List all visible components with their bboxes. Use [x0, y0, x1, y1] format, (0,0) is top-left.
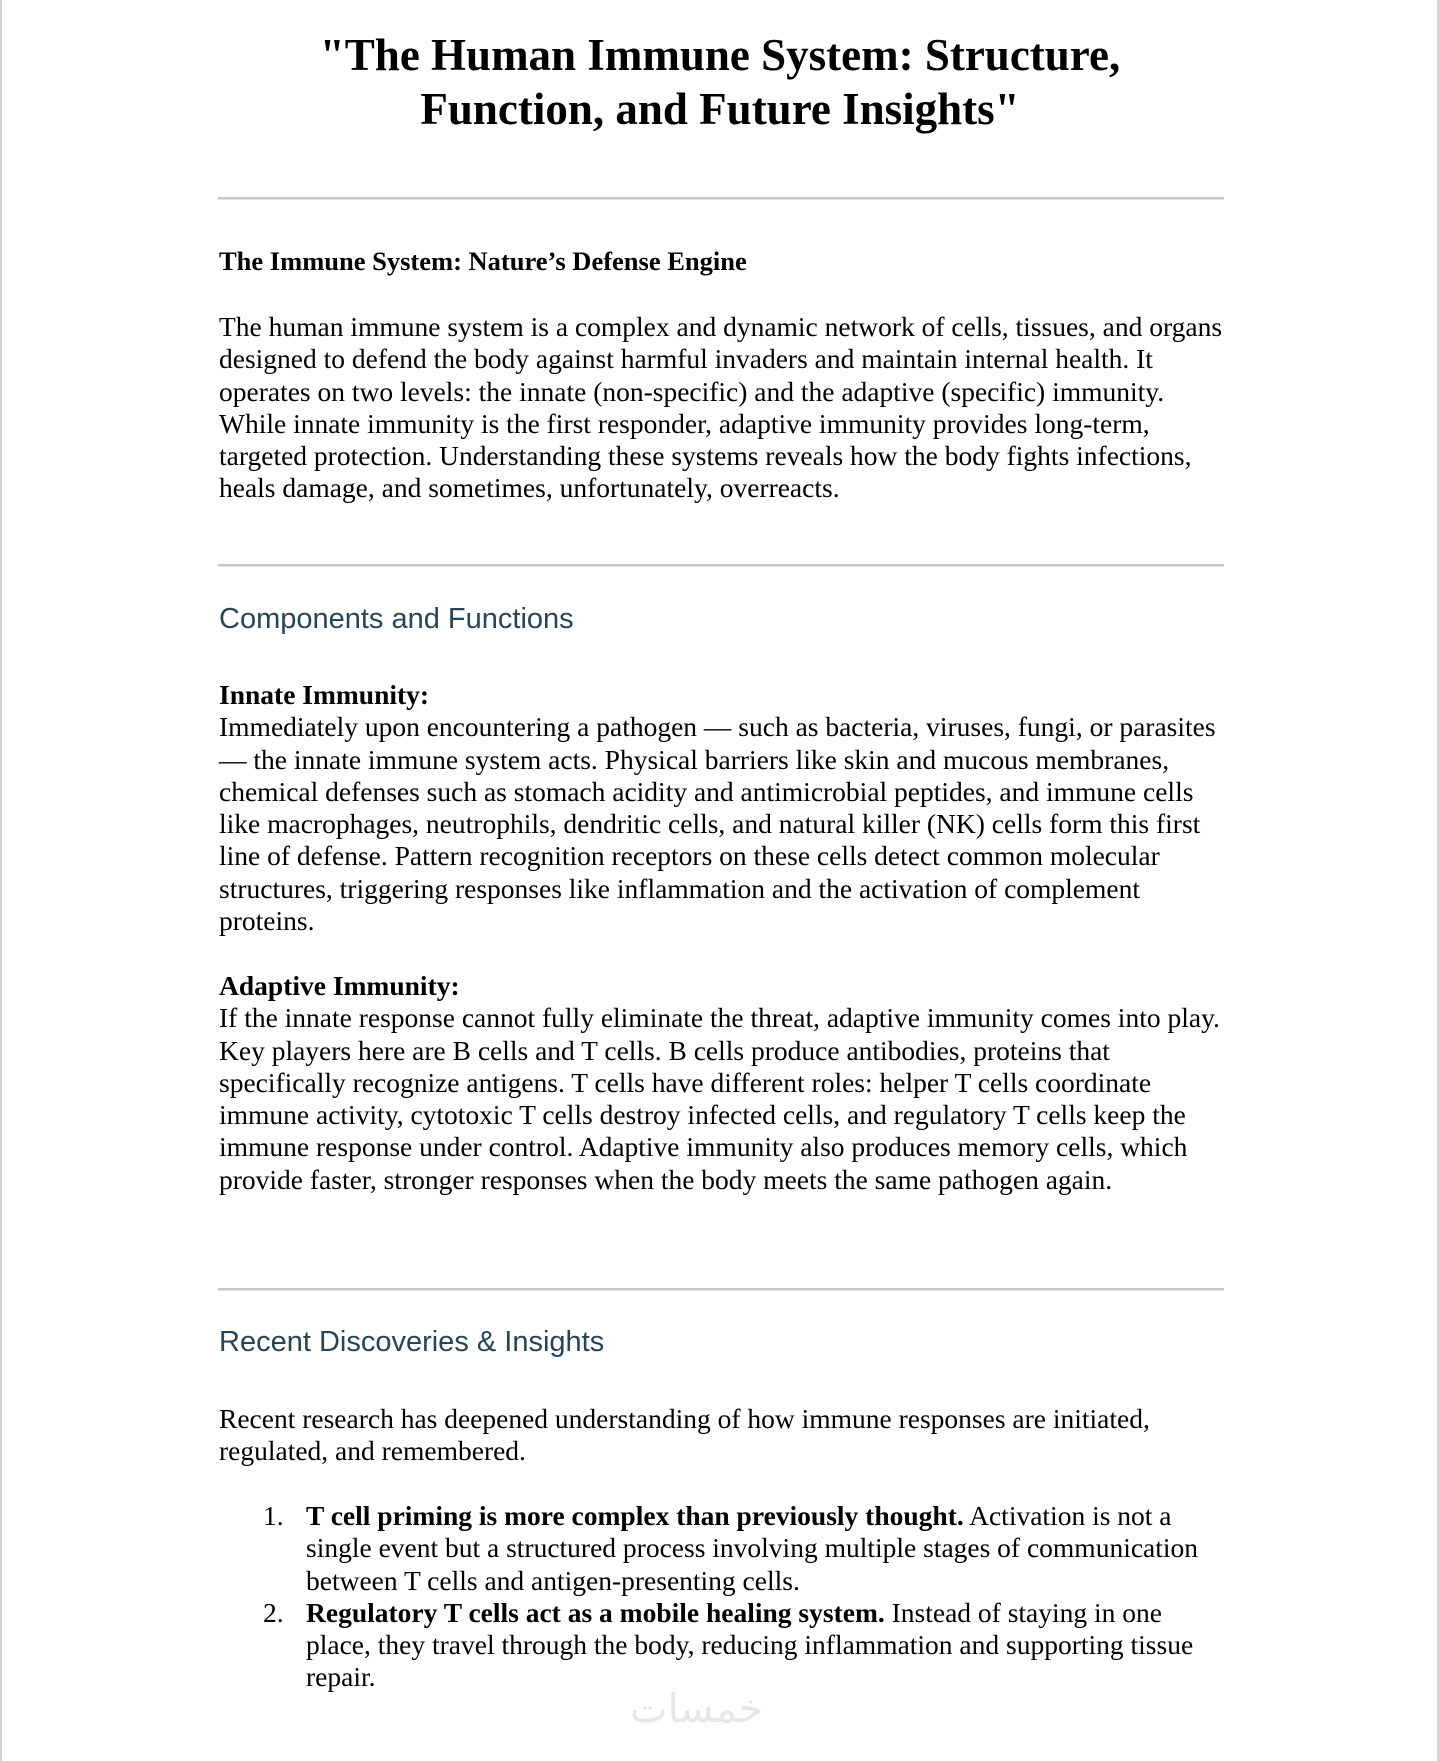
- list-item: [219, 1500, 1229, 1597]
- intro-paragraph: The human immune system is a complex and dynamic network of cells, tissues, and organs designed to defend the body against harmful invaders and maintain internal health. It operates on two levels: the innate (non-specific) and the adaptive (specific) immunity. While innate immunity is the first responder, adaptive immunity provides long-term, targeted protection. Understanding these systems reveals how the body fights infections, heals damage, and sometimes, unfortunately, overreacts.: [219, 311, 1223, 504]
- discoveries-list: [219, 1500, 1229, 1694]
- discoveries-heading: Recent Discoveries & Insights: [219, 1326, 605, 1358]
- adaptive-immunity-section: [219, 970, 1229, 1196]
- list-item: [219, 1597, 1229, 1694]
- innate-immunity-text: Immediately upon encountering a pathogen — such as bacteria, viruses, fungi, or parasites — the innate immune system acts. Physical barriers like skin and mucous membranes, chemical defenses such as stomach acidity and antimicrobial peptides, and immune cells like macrophages, neutrophils, dendritic cells, and natural killer (NK) cells form this first line of defense. Pattern recognition receptors on these cells detect common molecular structures, triggering responses like inflammation and the activation of complement proteins.: [219, 711, 1216, 937]
- watermark-logo: خمسات: [630, 1686, 764, 1732]
- list-item-bold: Regulatory T cells act as a mobile healing system.: [306, 1596, 885, 1628]
- intro-heading: The Immune System: Nature’s Defense Engine: [219, 246, 747, 276]
- document-title: [0, 28, 1440, 136]
- title-line-1: "The Human Immune System: Structure,: [319, 30, 1121, 80]
- list-item-text: Activation is not a single event but a structured process involving multiple stages of communication between T cells and antigen-presenting cells.: [306, 1500, 1199, 1596]
- divider: [218, 1288, 1224, 1291]
- components-heading: Components and Functions: [219, 603, 574, 635]
- adaptive-immunity-text: If the innate response cannot fully eliminate the threat, adaptive immunity comes into play. Key players here are B cells and T cells. B cells produce antibodies, proteins that specifically recognize antigens. T cells have different roles: helper T cells coordinate immune activity, cytotoxic T cells destroy infected cells, and regulatory T cells keep the immune response under control. Adaptive immunity also produces memory cells, which provide faster, stronger responses when the body meets the same pathogen again.: [219, 1002, 1220, 1195]
- adaptive-immunity-label: Adaptive Immunity:: [219, 970, 460, 1001]
- list-item-text: Instead of staying in one place, they travel through the body, reducing inflammation and supporting tissue repair.: [306, 1596, 1194, 1693]
- list-number: 1.: [263, 1500, 284, 1531]
- title-line-2: Function, and Future Insights": [420, 84, 1020, 134]
- innate-immunity-section: [219, 679, 1229, 937]
- list-number: 2.: [263, 1596, 284, 1628]
- discoveries-intro: Recent research has deepened understanding of how immune responses are initiated, regulated, and remembered.: [219, 1403, 1150, 1467]
- list-item-bold: T cell priming is more complex than previously thought.: [306, 1500, 964, 1531]
- divider: [218, 197, 1224, 200]
- divider: [218, 564, 1224, 567]
- innate-immunity-label: Innate Immunity:: [219, 679, 430, 710]
